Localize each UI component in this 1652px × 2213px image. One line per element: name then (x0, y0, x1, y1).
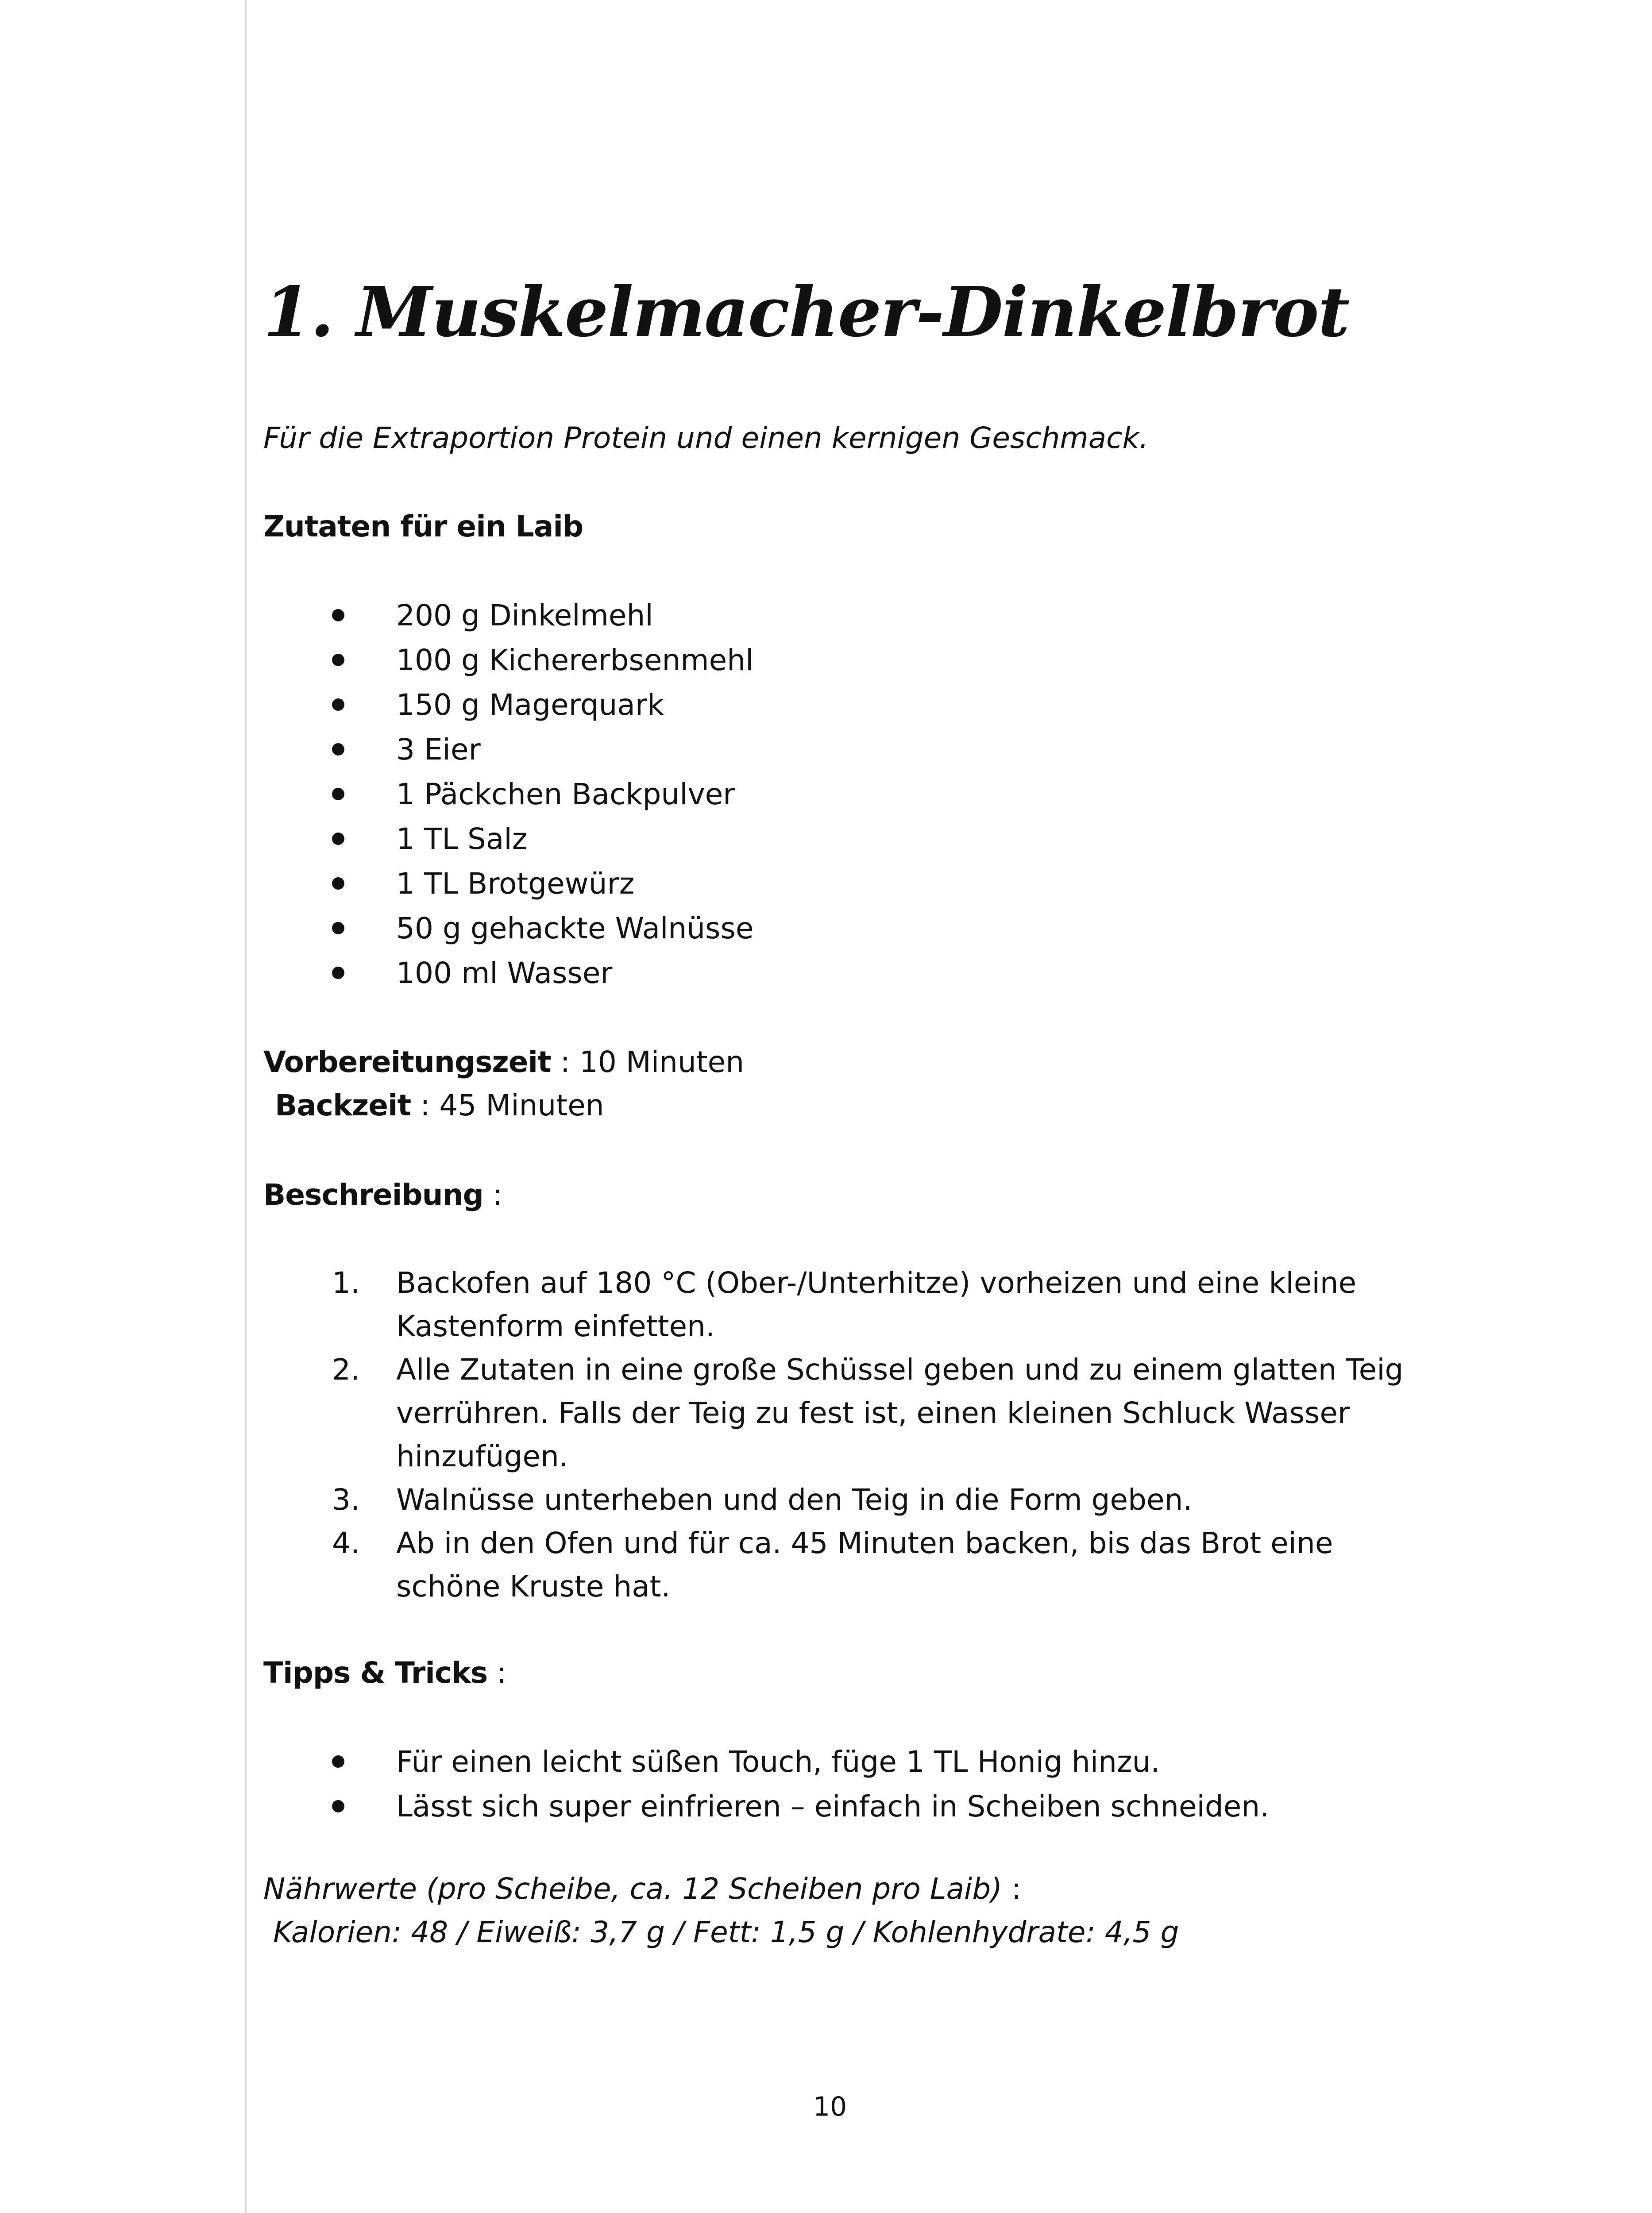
tip-item (263, 1739, 1269, 1784)
bake-time-value: : 45 Minuten (411, 1088, 604, 1122)
ingredients-heading-text: Zutaten für ein Laib (263, 509, 583, 544)
page-number: 10 (813, 2091, 847, 2122)
ingredient-item (263, 593, 753, 638)
nutrition-label-line (263, 1867, 1021, 1911)
step-number: 1. (332, 1266, 360, 1300)
ingredient-text: 50 g gehackte Walnüsse (396, 911, 754, 945)
description-heading-suffix: : (483, 1178, 503, 1212)
step-item (263, 1522, 1652, 1608)
ingredient-item (263, 906, 753, 951)
ingredient-item (263, 638, 753, 682)
tips-heading-suffix: : (487, 1656, 507, 1690)
recipe-title: 1. Muskelmacher-Dinkelbrot (263, 271, 1349, 352)
description-heading (263, 1173, 502, 1217)
step-line: hinzufügen. (396, 1439, 568, 1473)
nutrition-label-suffix: : (1002, 1872, 1022, 1906)
ingredient-text: 100 ml Wasser (396, 956, 613, 990)
bullet-icon (332, 1800, 344, 1812)
step-text (396, 1348, 1652, 1478)
prep-time (263, 1040, 744, 1084)
page-margin-line (245, 0, 247, 2213)
ingredient-text: 200 g Dinkelmehl (396, 598, 653, 632)
bullet-icon (332, 654, 344, 666)
bullet-icon (332, 922, 344, 934)
bullet-icon (332, 967, 344, 979)
tip-text: Für einen leicht süßen Touch, füge 1 TL Honig hinzu. (396, 1745, 1160, 1779)
tip-text: Lässt sich super einfrieren – einfach in Scheiben schneiden. (396, 1789, 1270, 1824)
recipe-subtitle: Für die Extraportion Protein und einen kernigen Geschmack. (263, 421, 1149, 455)
step-text (396, 1522, 1652, 1608)
ingredient-item (263, 951, 753, 995)
step-line: schöne Kruste hat. (396, 1569, 671, 1604)
tip-item (263, 1784, 1269, 1829)
ingredient-text: 1 TL Salz (396, 822, 528, 856)
step-text (396, 1261, 1652, 1348)
step-number: 2. (332, 1353, 360, 1387)
step-text (396, 1478, 1652, 1522)
bullet-icon (332, 833, 344, 845)
step-number: 4. (332, 1526, 360, 1560)
ingredients-heading (263, 505, 583, 549)
prep-time-label: Vorbereitungszeit (263, 1045, 551, 1079)
step-line: Walnüsse unterheben und den Teig in die Form geben. (396, 1483, 1193, 1517)
steps-list (263, 1261, 1652, 1608)
ingredient-item (263, 727, 753, 772)
ingredient-item (263, 861, 753, 906)
description-heading-text: Beschreibung (263, 1178, 483, 1212)
bullet-icon (332, 743, 344, 756)
step-line: Alle Zutaten in eine große Schüssel geben und zu einem glatten Teig (396, 1353, 1404, 1387)
bullet-icon (332, 609, 344, 621)
tips-list (263, 1739, 1269, 1829)
ingredient-text: 1 Päckchen Backpulver (396, 777, 735, 811)
tips-heading (263, 1651, 506, 1695)
step-line: Kastenform einfetten. (396, 1309, 715, 1343)
ingredient-item (263, 682, 753, 727)
ingredient-item (263, 772, 753, 817)
ingredient-item (263, 817, 753, 861)
step-line: Backofen auf 180 °C (Ober-/Unterhitze) vorheizen und eine kleine (396, 1266, 1357, 1300)
nutrition-values: Kalorien: 48 / Eiweiß: 3,7 g / Fett: 1,5 g / Kohlenhydrate: 4,5 g (273, 1915, 1179, 1949)
bake-time-label: Backzeit (275, 1088, 411, 1122)
bake-time (275, 1083, 604, 1128)
ingredient-text: 1 TL Brotgewürz (396, 867, 635, 901)
step-item (263, 1261, 1652, 1348)
bullet-icon (332, 877, 344, 890)
step-line: verrühren. Falls der Teig zu fest ist, einen kleinen Schluck Wasser (396, 1396, 1350, 1430)
recipe-page (263, 0, 1591, 2213)
ingredient-text: 3 Eier (396, 733, 481, 767)
ingredient-text: 150 g Magerquark (396, 688, 664, 722)
bullet-icon (332, 788, 344, 800)
bullet-icon (332, 1755, 344, 1768)
tips-heading-text: Tipps & Tricks (263, 1656, 488, 1690)
step-item (263, 1348, 1652, 1478)
step-number: 3. (332, 1483, 360, 1517)
prep-time-value: : 10 Minuten (551, 1045, 745, 1079)
step-item (263, 1478, 1652, 1522)
bullet-icon (332, 698, 344, 711)
ingredients-list (263, 593, 753, 995)
step-line: Ab in den Ofen und für ca. 45 Minuten backen, bis das Brot eine (396, 1526, 1333, 1560)
ingredient-text: 100 g Kichererbsenmehl (396, 643, 754, 677)
nutrition-label: Nährwerte (pro Scheibe, ca. 12 Scheiben pro Laib) (263, 1872, 1003, 1906)
